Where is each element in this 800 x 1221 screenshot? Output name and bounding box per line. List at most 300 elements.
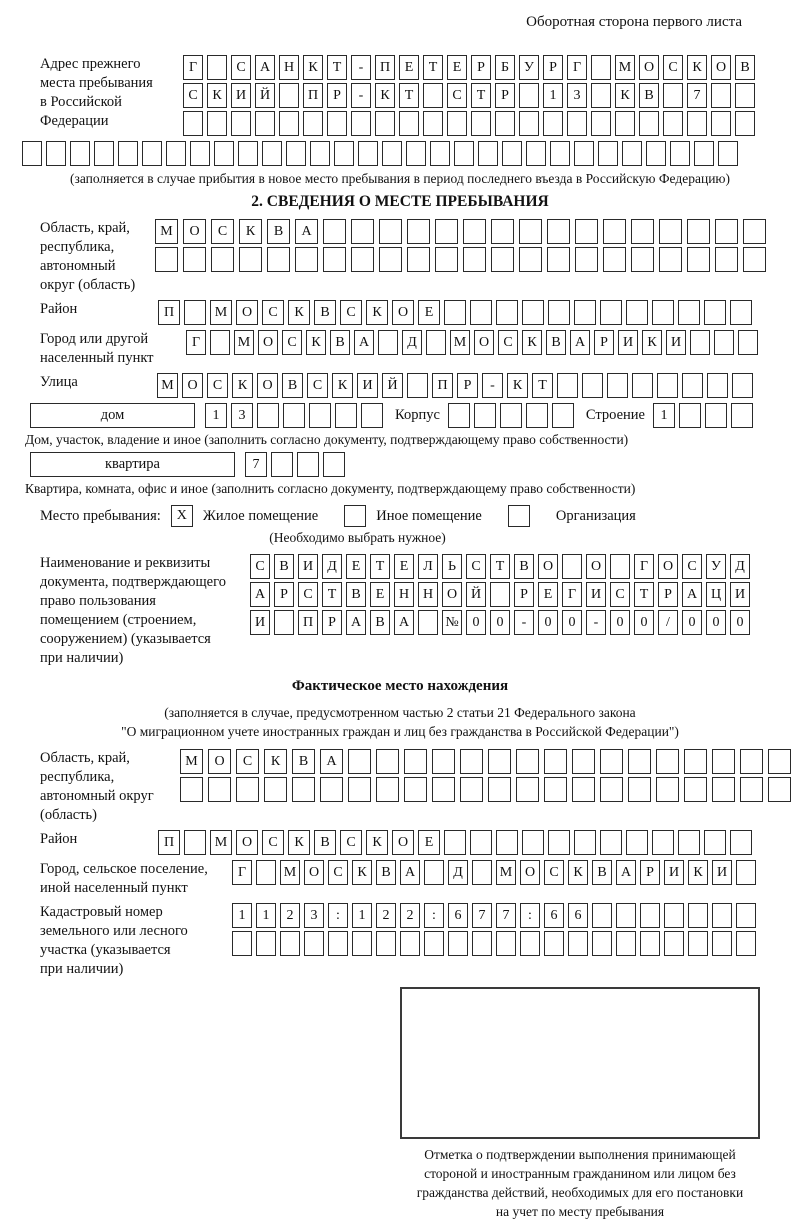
char-cell[interactable] (180, 777, 203, 802)
char-cell[interactable] (740, 777, 763, 802)
char-cell[interactable] (568, 931, 588, 956)
char-cell[interactable]: Р (274, 582, 294, 607)
char-cell[interactable]: 7 (472, 903, 492, 928)
char-cell[interactable]: Р (322, 610, 342, 635)
char-cell[interactable] (600, 749, 623, 774)
char-cell[interactable]: М (280, 860, 300, 885)
char-cell[interactable]: Й (382, 373, 403, 398)
char-cell[interactable] (730, 300, 752, 325)
char-cell[interactable]: С (663, 55, 683, 80)
char-cell[interactable]: Р (495, 83, 515, 108)
char-cell[interactable]: С (298, 582, 318, 607)
char-cell[interactable] (334, 141, 354, 166)
char-cell[interactable] (491, 247, 514, 272)
char-cell[interactable]: В (735, 55, 755, 80)
char-cell[interactable] (423, 111, 443, 136)
char-cell[interactable] (768, 749, 791, 774)
char-cell[interactable]: В (292, 749, 315, 774)
kvartira-box[interactable]: квартира (30, 452, 235, 477)
dom-box[interactable]: дом (30, 403, 195, 428)
char-cell[interactable] (142, 141, 162, 166)
char-cell[interactable]: С (183, 83, 203, 108)
char-cell[interactable]: Ь (442, 554, 462, 579)
char-cell[interactable] (208, 777, 231, 802)
char-cell[interactable]: М (615, 55, 635, 80)
char-cell[interactable]: С (466, 554, 486, 579)
char-cell[interactable] (166, 141, 186, 166)
char-cell[interactable] (232, 931, 252, 956)
char-cell[interactable]: - (514, 610, 534, 635)
char-cell[interactable]: О (208, 749, 231, 774)
char-cell[interactable] (522, 830, 544, 855)
char-cell[interactable] (323, 247, 346, 272)
char-cell[interactable] (418, 610, 438, 635)
char-cell[interactable] (323, 219, 346, 244)
char-cell[interactable] (714, 330, 734, 355)
char-cell[interactable] (184, 830, 206, 855)
char-cell[interactable] (659, 247, 682, 272)
char-cell[interactable]: К (366, 300, 388, 325)
char-cell[interactable]: С (610, 582, 630, 607)
char-cell[interactable] (628, 777, 651, 802)
char-cell[interactable]: М (210, 830, 232, 855)
char-cell[interactable] (463, 219, 486, 244)
char-cell[interactable]: Р (327, 83, 347, 108)
char-cell[interactable]: Т (490, 554, 510, 579)
char-cell[interactable]: К (332, 373, 353, 398)
char-cell[interactable] (407, 373, 428, 398)
char-cell[interactable] (432, 749, 455, 774)
char-cell[interactable] (478, 141, 498, 166)
char-cell[interactable]: К (642, 330, 662, 355)
char-cell[interactable]: О (304, 860, 324, 885)
char-cell[interactable] (522, 300, 544, 325)
char-cell[interactable] (732, 373, 753, 398)
char-cell[interactable] (118, 141, 138, 166)
char-cell[interactable]: Р (543, 55, 563, 80)
char-cell[interactable]: Г (183, 55, 203, 80)
char-cell[interactable] (496, 931, 516, 956)
char-cell[interactable]: В (546, 330, 566, 355)
char-cell[interactable]: В (592, 860, 612, 885)
char-cell[interactable] (718, 141, 738, 166)
char-cell[interactable] (496, 830, 518, 855)
char-cell[interactable] (155, 247, 178, 272)
char-cell[interactable]: 0 (706, 610, 726, 635)
char-cell[interactable] (207, 55, 227, 80)
char-cell[interactable] (407, 219, 430, 244)
char-cell[interactable]: Н (394, 582, 414, 607)
char-cell[interactable] (622, 141, 642, 166)
char-cell[interactable]: А (346, 610, 366, 635)
char-cell[interactable] (424, 860, 444, 885)
char-cell[interactable]: Д (402, 330, 422, 355)
char-cell[interactable] (652, 830, 674, 855)
char-cell[interactable]: В (370, 610, 390, 635)
char-cell[interactable] (688, 931, 708, 956)
char-cell[interactable] (435, 219, 458, 244)
char-cell[interactable] (348, 749, 371, 774)
char-cell[interactable]: И (357, 373, 378, 398)
char-cell[interactable] (705, 403, 727, 428)
char-cell[interactable] (256, 931, 276, 956)
char-cell[interactable] (670, 141, 690, 166)
char-cell[interactable]: : (424, 903, 444, 928)
char-cell[interactable] (46, 141, 66, 166)
char-cell[interactable] (516, 777, 539, 802)
char-cell[interactable]: С (236, 749, 259, 774)
char-cell[interactable]: Д (448, 860, 468, 885)
char-cell[interactable]: 0 (466, 610, 486, 635)
char-cell[interactable] (407, 247, 430, 272)
char-cell[interactable]: Р (640, 860, 660, 885)
char-cell[interactable]: А (255, 55, 275, 80)
char-cell[interactable]: Т (634, 582, 654, 607)
char-cell[interactable] (738, 330, 758, 355)
char-cell[interactable]: С (447, 83, 467, 108)
char-cell[interactable] (426, 330, 446, 355)
char-cell[interactable]: Т (327, 55, 347, 80)
char-cell[interactable] (231, 111, 251, 136)
char-cell[interactable] (704, 830, 726, 855)
char-cell[interactable] (400, 931, 420, 956)
char-cell[interactable]: 3 (304, 903, 324, 928)
char-cell[interactable] (488, 777, 511, 802)
char-cell[interactable] (567, 111, 587, 136)
char-cell[interactable] (544, 931, 564, 956)
char-cell[interactable]: В (346, 582, 366, 607)
char-cell[interactable] (639, 111, 659, 136)
char-cell[interactable]: В (314, 830, 336, 855)
char-cell[interactable] (663, 83, 683, 108)
char-cell[interactable] (526, 403, 548, 428)
char-cell[interactable] (376, 777, 399, 802)
char-cell[interactable] (607, 373, 628, 398)
char-cell[interactable] (740, 749, 763, 774)
char-cell[interactable] (715, 247, 738, 272)
char-cell[interactable] (472, 931, 492, 956)
char-cell[interactable]: 3 (231, 403, 253, 428)
char-cell[interactable]: К (306, 330, 326, 355)
char-cell[interactable] (652, 300, 674, 325)
char-cell[interactable]: И (298, 554, 318, 579)
char-cell[interactable] (603, 219, 626, 244)
char-cell[interactable] (292, 777, 315, 802)
char-cell[interactable] (297, 452, 319, 477)
char-cell[interactable] (664, 903, 684, 928)
char-cell[interactable]: С (250, 554, 270, 579)
char-cell[interactable] (474, 403, 496, 428)
char-cell[interactable] (382, 141, 402, 166)
char-cell[interactable] (454, 141, 474, 166)
char-cell[interactable]: Р (514, 582, 534, 607)
char-cell[interactable]: 0 (730, 610, 750, 635)
char-cell[interactable]: С (328, 860, 348, 885)
char-cell[interactable]: И (664, 860, 684, 885)
char-cell[interactable]: А (394, 610, 414, 635)
char-cell[interactable] (550, 141, 570, 166)
char-cell[interactable]: О (392, 830, 414, 855)
char-cell[interactable]: 0 (610, 610, 630, 635)
char-cell[interactable]: П (158, 830, 180, 855)
char-cell[interactable]: П (298, 610, 318, 635)
char-cell[interactable] (526, 141, 546, 166)
char-cell[interactable]: : (328, 903, 348, 928)
char-cell[interactable] (500, 403, 522, 428)
char-cell[interactable]: 0 (682, 610, 702, 635)
char-cell[interactable] (210, 330, 230, 355)
char-cell[interactable] (646, 141, 666, 166)
char-cell[interactable]: Е (447, 55, 467, 80)
char-cell[interactable]: А (250, 582, 270, 607)
char-cell[interactable]: 7 (687, 83, 707, 108)
char-cell[interactable] (444, 300, 466, 325)
char-cell[interactable]: К (568, 860, 588, 885)
char-cell[interactable] (656, 749, 679, 774)
char-cell[interactable]: С (211, 219, 234, 244)
char-cell[interactable]: Р (658, 582, 678, 607)
char-cell[interactable] (183, 111, 203, 136)
char-cell[interactable]: Й (466, 582, 486, 607)
char-cell[interactable]: 2 (280, 903, 300, 928)
char-cell[interactable]: М (157, 373, 178, 398)
char-cell[interactable] (435, 247, 458, 272)
char-cell[interactable]: М (234, 330, 254, 355)
char-cell[interactable]: Ц (706, 582, 726, 607)
char-cell[interactable] (490, 582, 510, 607)
char-cell[interactable] (472, 860, 492, 885)
char-cell[interactable] (404, 777, 427, 802)
char-cell[interactable] (271, 452, 293, 477)
char-cell[interactable] (323, 452, 345, 477)
char-cell[interactable] (735, 111, 755, 136)
char-cell[interactable]: О (392, 300, 414, 325)
char-cell[interactable]: О (236, 300, 258, 325)
char-cell[interactable] (543, 111, 563, 136)
char-cell[interactable]: М (450, 330, 470, 355)
char-cell[interactable]: М (210, 300, 232, 325)
char-cell[interactable] (404, 749, 427, 774)
char-cell[interactable] (598, 141, 618, 166)
char-cell[interactable] (640, 931, 660, 956)
char-cell[interactable] (274, 610, 294, 635)
char-cell[interactable]: О (586, 554, 606, 579)
char-cell[interactable]: О (474, 330, 494, 355)
char-cell[interactable] (424, 931, 444, 956)
char-cell[interactable] (327, 111, 347, 136)
char-cell[interactable]: А (682, 582, 702, 607)
char-cell[interactable]: И (231, 83, 251, 108)
char-cell[interactable]: О (639, 55, 659, 80)
char-cell[interactable]: В (282, 373, 303, 398)
char-cell[interactable] (591, 83, 611, 108)
char-cell[interactable] (704, 300, 726, 325)
char-cell[interactable] (495, 111, 515, 136)
char-cell[interactable]: 0 (634, 610, 654, 635)
char-cell[interactable]: К (288, 830, 310, 855)
char-cell[interactable]: О (258, 330, 278, 355)
char-cell[interactable]: К (288, 300, 310, 325)
char-cell[interactable] (715, 219, 738, 244)
char-cell[interactable] (678, 830, 700, 855)
char-cell[interactable] (547, 247, 570, 272)
char-cell[interactable]: 7 (496, 903, 516, 928)
char-cell[interactable] (460, 749, 483, 774)
char-cell[interactable]: Р (471, 55, 491, 80)
char-cell[interactable] (378, 330, 398, 355)
char-cell[interactable]: С (498, 330, 518, 355)
char-cell[interactable]: 7 (245, 452, 267, 477)
char-cell[interactable]: В (314, 300, 336, 325)
char-cell[interactable] (348, 777, 371, 802)
char-cell[interactable]: Б (495, 55, 515, 80)
char-cell[interactable] (399, 111, 419, 136)
char-cell[interactable]: И (666, 330, 686, 355)
char-cell[interactable] (447, 111, 467, 136)
char-cell[interactable] (236, 777, 259, 802)
char-cell[interactable] (430, 141, 450, 166)
char-cell[interactable] (626, 300, 648, 325)
char-cell[interactable] (470, 830, 492, 855)
char-cell[interactable] (582, 373, 603, 398)
char-cell[interactable]: П (375, 55, 395, 80)
char-cell[interactable] (267, 247, 290, 272)
char-cell[interactable] (557, 373, 578, 398)
char-cell[interactable]: И (712, 860, 732, 885)
char-cell[interactable] (320, 777, 343, 802)
char-cell[interactable]: В (274, 554, 294, 579)
char-cell[interactable] (632, 373, 653, 398)
char-cell[interactable]: Т (423, 55, 443, 80)
char-cell[interactable] (448, 403, 470, 428)
char-cell[interactable] (600, 777, 623, 802)
char-cell[interactable]: И (730, 582, 750, 607)
char-cell[interactable]: 6 (448, 903, 468, 928)
char-cell[interactable]: 1 (543, 83, 563, 108)
char-cell[interactable]: У (519, 55, 539, 80)
char-cell[interactable]: С (682, 554, 702, 579)
char-cell[interactable] (684, 777, 707, 802)
char-cell[interactable]: - (351, 55, 371, 80)
char-cell[interactable]: - (482, 373, 503, 398)
char-cell[interactable]: С (307, 373, 328, 398)
char-cell[interactable] (190, 141, 210, 166)
char-cell[interactable] (239, 247, 262, 272)
char-cell[interactable] (616, 903, 636, 928)
char-cell[interactable]: О (182, 373, 203, 398)
char-cell[interactable] (361, 403, 383, 428)
char-cell[interactable]: В (639, 83, 659, 108)
char-cell[interactable]: Т (532, 373, 553, 398)
char-cell[interactable] (547, 219, 570, 244)
char-cell[interactable] (659, 219, 682, 244)
char-cell[interactable]: С (282, 330, 302, 355)
char-cell[interactable]: 2 (376, 903, 396, 928)
char-cell[interactable] (519, 247, 542, 272)
char-cell[interactable]: П (303, 83, 323, 108)
char-cell[interactable]: Д (730, 554, 750, 579)
char-cell[interactable]: Е (394, 554, 414, 579)
char-cell[interactable]: : (520, 903, 540, 928)
char-cell[interactable]: А (354, 330, 374, 355)
char-cell[interactable]: Т (399, 83, 419, 108)
char-cell[interactable] (22, 141, 42, 166)
char-cell[interactable]: Е (538, 582, 558, 607)
char-cell[interactable] (657, 373, 678, 398)
char-cell[interactable] (574, 141, 594, 166)
char-cell[interactable] (743, 247, 766, 272)
char-cell[interactable] (592, 931, 612, 956)
char-cell[interactable]: Г (186, 330, 206, 355)
char-cell[interactable] (262, 141, 282, 166)
char-cell[interactable] (610, 554, 630, 579)
char-cell[interactable]: О (257, 373, 278, 398)
char-cell[interactable]: К (207, 83, 227, 108)
char-cell[interactable] (303, 111, 323, 136)
char-cell[interactable]: И (618, 330, 638, 355)
char-cell[interactable] (207, 111, 227, 136)
char-cell[interactable] (574, 300, 596, 325)
char-cell[interactable] (575, 247, 598, 272)
char-cell[interactable] (432, 777, 455, 802)
char-cell[interactable] (712, 903, 732, 928)
char-cell[interactable]: - (351, 83, 371, 108)
char-cell[interactable]: К (232, 373, 253, 398)
char-cell[interactable] (335, 403, 357, 428)
char-cell[interactable]: 0 (562, 610, 582, 635)
char-cell[interactable]: А (295, 219, 318, 244)
char-cell[interactable]: Р (594, 330, 614, 355)
char-cell[interactable]: К (615, 83, 635, 108)
char-cell[interactable] (519, 83, 539, 108)
char-cell[interactable] (463, 247, 486, 272)
char-cell[interactable] (631, 219, 654, 244)
char-cell[interactable] (591, 111, 611, 136)
char-cell[interactable] (309, 403, 331, 428)
char-cell[interactable] (768, 777, 791, 802)
char-cell[interactable] (406, 141, 426, 166)
char-cell[interactable] (736, 903, 756, 928)
char-cell[interactable]: С (340, 300, 362, 325)
char-cell[interactable] (502, 141, 522, 166)
char-cell[interactable]: С (231, 55, 251, 80)
char-cell[interactable] (283, 403, 305, 428)
char-cell[interactable] (682, 373, 703, 398)
char-cell[interactable]: К (507, 373, 528, 398)
char-cell[interactable] (572, 777, 595, 802)
char-cell[interactable]: П (432, 373, 453, 398)
char-cell[interactable] (687, 111, 707, 136)
char-cell[interactable]: Н (279, 55, 299, 80)
char-cell[interactable]: Р (457, 373, 478, 398)
char-cell[interactable]: Г (567, 55, 587, 80)
char-cell[interactable]: Й (255, 83, 275, 108)
char-cell[interactable]: 0 (490, 610, 510, 635)
char-cell[interactable] (520, 931, 540, 956)
char-cell[interactable]: К (352, 860, 372, 885)
char-cell[interactable] (279, 83, 299, 108)
char-cell[interactable] (448, 931, 468, 956)
char-cell[interactable]: С (544, 860, 564, 885)
char-cell[interactable]: С (262, 830, 284, 855)
char-cell[interactable] (183, 247, 206, 272)
char-cell[interactable] (496, 300, 518, 325)
char-cell[interactable] (631, 247, 654, 272)
char-cell[interactable]: О (711, 55, 731, 80)
char-cell[interactable]: М (180, 749, 203, 774)
char-cell[interactable]: В (330, 330, 350, 355)
char-cell[interactable] (730, 830, 752, 855)
